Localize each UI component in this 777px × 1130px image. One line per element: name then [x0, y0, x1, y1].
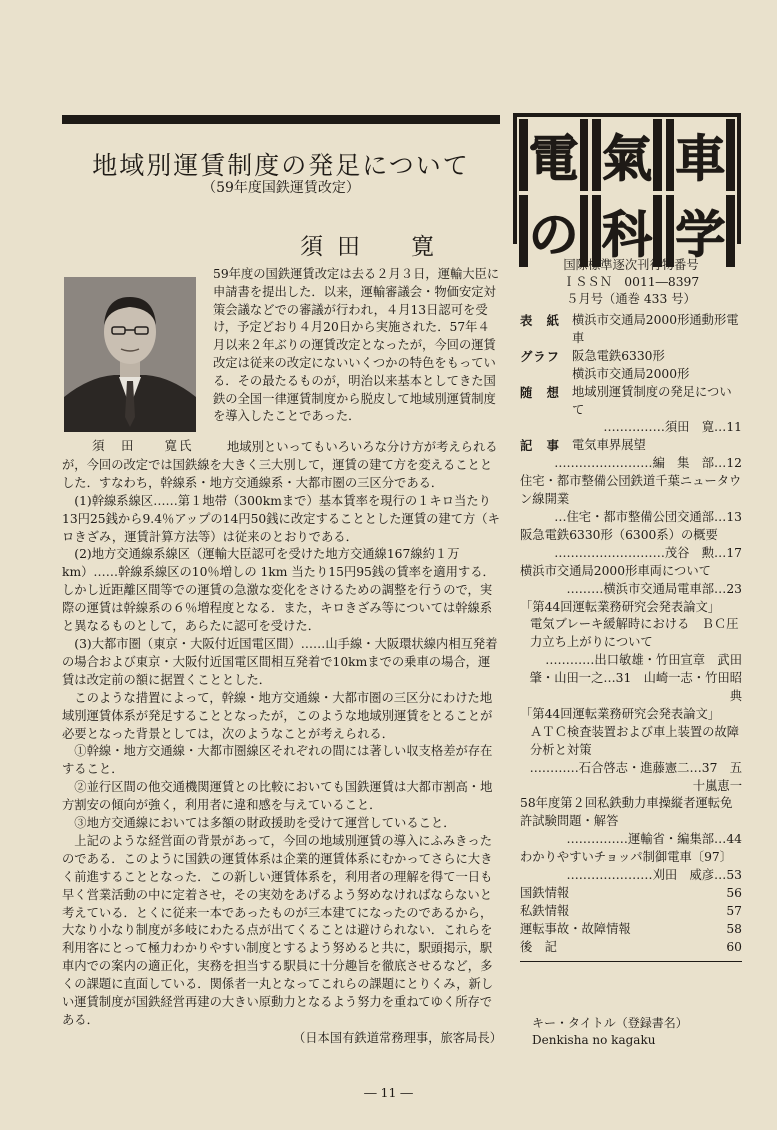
toc-label: 随 想 — [520, 384, 560, 400]
toc-author: …………………刈田 威彦…53 — [566, 868, 742, 883]
toc-author: …………石合啓志・進藤憲二…37 五十嵐恵一 — [529, 760, 742, 793]
article-lead — [213, 266, 501, 426]
toc-entry[interactable] — [520, 563, 742, 599]
toc-entry[interactable] — [520, 795, 742, 849]
masthead-char: 学 — [664, 193, 737, 269]
toc-title: 58年度第２回私鉄動力車操縦者運転免許試験問題・解答 — [520, 796, 733, 829]
toc-title: ＡＴＣ検査装置および車上装置の故障分析と対策 — [530, 724, 740, 757]
table-of-contents — [520, 312, 755, 966]
masthead-char: 車 — [664, 117, 737, 193]
toc-essay[interactable] — [520, 384, 742, 420]
toc-section-heading: 「第44回運転業務研究会発表論文」 — [520, 599, 721, 614]
toc-author: ………………………茂谷 勲…17 — [554, 545, 742, 560]
toc-title: 阪急電鉄6330形（6300系）の概要 — [520, 527, 718, 542]
divider — [520, 961, 742, 962]
key-title-value: Denkisha no kagaku — [532, 1033, 656, 1047]
toc-title: 住宅・都市整備公団鉄道千葉ニュータウン線開業 — [520, 474, 742, 507]
portrait-illustration — [64, 277, 196, 432]
toc-author: ……………………編 集 部…12 — [554, 456, 742, 471]
body-paragraph: 上記のような経営面の背景があって，今回の地域別運賃の導入にふみきったのである．このように国鉄の運賃体系は企業的運賃体系にむかってさらに大きく前進することとなった．この新しい運賃体系を，利用者の理解を得て一日も早く営業活動の中に定着させ，その実効をあげるよう努めなければならないと考えている．とくに従来一本であったものが三本建てになったのであるから，大なり小なり制度が多岐にわたる点が出てくることは避けられない．これらを利用客にとって極力わかりやすい制度とするよう努めると共に，駅頭掲示，駅車内での案内の適正化，実務を担当する駅員に十分趣旨を徹底させるなど，多くの課題に直面している．関係者一丸となってこれらの課題にとりくみ，新しい運賃制度が国鉄経営再建の大きい原動力となるよう努力を重ねてゆく所存である． — [62, 833, 494, 1027]
toc-entry[interactable] — [520, 599, 755, 706]
body-paragraph: (3)大都市圏（東京・大阪付近国電区間）……山手線・大阪環状線内相互発着の場合および東京・大阪付近国電区間相互発着で10kmまでの乗車の場合，運賃は改定前の額に据置くこととした． — [62, 636, 498, 687]
toc-page: 58 — [726, 921, 742, 936]
toc-entry[interactable] — [520, 849, 742, 885]
toc-author: ………横浜市交通局電車部…23 — [566, 581, 742, 596]
toc-graph[interactable] — [520, 348, 742, 366]
toc-title: わかりやすいチョッパ制御電車〔97〕 — [520, 850, 733, 865]
author-affiliation: （日本国有鉄道常務理事，旅客局長） — [292, 1030, 502, 1045]
toc-entry[interactable] — [520, 921, 742, 939]
body-paragraph: ③地方交通線においては多額の財政援助を受けて運営していること． — [74, 816, 456, 831]
toc-entry[interactable] — [520, 939, 742, 957]
lead-paragraph: 59年度の国鉄運賃改定は去る２月３日，運輸大臣に申請書を提出した．以来，運輸審議会・物価安定対策会議などでの審議が行われ，４月13日認可を受け，予定どおり４月20日から実施された．57年４月以来２年ぶりの運賃改定となったが，今回の運賃改定は従来の改定にないいくつかの特色をもっている．その最たるものが，明治以来基本としてきた国鉄の全国一律運賃制度から脱皮して地域別運賃制度を導入したことであった． — [213, 267, 500, 424]
masthead-char: の — [517, 193, 590, 269]
article-title: 地域別運賃制度の発足について — [92, 151, 470, 180]
toc-news[interactable] — [520, 437, 742, 455]
body-paragraph: ①幹線・地方交通線・大都市圏線区それぞれの間には著しい収支格差が存在すること． — [62, 744, 493, 777]
toc-label: グラフ — [520, 348, 560, 364]
issn-label: 国際標準逐次刊行物番号 — [563, 258, 699, 272]
article-body — [62, 439, 502, 1048]
issn-number: ＩＳＳＮ 0011―8397 — [562, 275, 700, 289]
key-title-block — [520, 1015, 742, 1049]
toc-author: …住宅・都市整備公団交通部…13 — [554, 509, 742, 524]
masthead-char: 科 — [590, 193, 663, 269]
article-subtitle: （59年度国鉄運賃改定） — [202, 180, 360, 196]
article-author: 須田 寛 — [300, 234, 448, 260]
page-number: ― 11 ― — [364, 1085, 413, 1100]
toc-title: 運転事故・故障情報 — [520, 921, 631, 936]
body-paragraph: ②並行区間の他交通機関運賃との比較においても国鉄運賃は大都市割高・地方割安の傾向が強く，利用者に違和感を与えていること． — [62, 780, 493, 813]
toc-entry[interactable] — [520, 706, 742, 796]
toc-text: 横浜市交通局2000形 — [572, 366, 690, 381]
toc-title: 電気ブレーキ緩解時における ＢＣ圧力立ち上がりについて — [530, 617, 739, 650]
toc-page: 60 — [726, 939, 742, 954]
magazine-masthead — [513, 113, 741, 264]
toc-page: 56 — [726, 886, 742, 900]
body-paragraph: (1)幹線系線区……第１地帯（300kmまで）基本賃率を現行の１キロ当たり13円25銭から9.4％アップの14円50銭に改定することとした運賃の建て方（キロきざみ，運賃計算方法等）は従来のとおりである． — [62, 493, 500, 544]
toc-title: 私鉄情報 — [520, 903, 570, 918]
toc-section-heading: 「第44回運転業務研究会発表論文」 — [520, 706, 721, 721]
toc-entry[interactable] — [520, 885, 742, 903]
toc-title: 横浜市交通局2000形車両について — [520, 563, 711, 578]
toc-title: 国鉄情報 — [520, 886, 570, 900]
masthead-char: 電 — [517, 117, 590, 193]
toc-text: 地域別運賃制度の発足について — [572, 384, 732, 417]
body-paragraph: このような措置によって，幹線・地方交通線・大都市圏の三区分にわけた地域別運賃体系が発足することとなったが，このような地域別運賃をとることが必要となった背景としては，次のようなことが考えられる． — [62, 690, 493, 741]
toc-author: ……………須田 寛…11 — [603, 420, 742, 435]
toc-cover[interactable] — [520, 312, 742, 348]
toc-text: 阪急電鉄6330形 — [572, 348, 665, 363]
masthead-char: 氣 — [590, 117, 663, 193]
issn-block — [520, 257, 742, 308]
toc-entry[interactable] — [520, 527, 742, 563]
toc-label: 記 事 — [520, 438, 560, 454]
header-rule — [62, 115, 500, 124]
issue-number: ５月号（通巻 433 号） — [566, 292, 696, 306]
toc-text: 電気車界展望 — [572, 438, 646, 453]
toc-label: 表 紙 — [520, 313, 560, 328]
toc-entry[interactable] — [520, 903, 742, 921]
photo-caption: 須 田 寛氏 — [92, 438, 194, 453]
body-paragraph: 地域別といってもいろいろな分け方が考えられるが，今回の改定では国鉄線を大きく三大別して，運賃の建て方を変えることとした．すなわち，幹線系・地方交通線系・大都市圏の三区分である． — [62, 440, 498, 490]
toc-page: 57 — [726, 903, 742, 918]
body-paragraph: (2)地方交通線系線区（運輸大臣認可を受けた地方交通線167線約１万 km）……幹線系線区の10％増しの 1km 当たり15円95銭の賃率を適用する．しかし近距離区間等での運賃の急激な変化をさけるための調整を行うので，実際の運賃は幹線系の６％増程度となる．また，キロきざみ等については幹線系と異なるものとして，あらたに認可を受けた． — [62, 547, 495, 634]
toc-entry[interactable] — [520, 473, 742, 527]
toc-author: …………出口敏雄・竹田宣章 武田 肇・山田一之…31 山崎一志・竹田昭典 — [529, 653, 755, 704]
toc-text: 横浜市交通局2000形通動形電車 — [572, 313, 739, 345]
toc-title: 後 記 — [520, 939, 557, 954]
toc-author: ……………運輸省・編集部…44 — [566, 832, 742, 847]
author-photo — [64, 277, 196, 432]
key-title-label: キー・タイトル（登録書名） — [532, 1016, 688, 1030]
